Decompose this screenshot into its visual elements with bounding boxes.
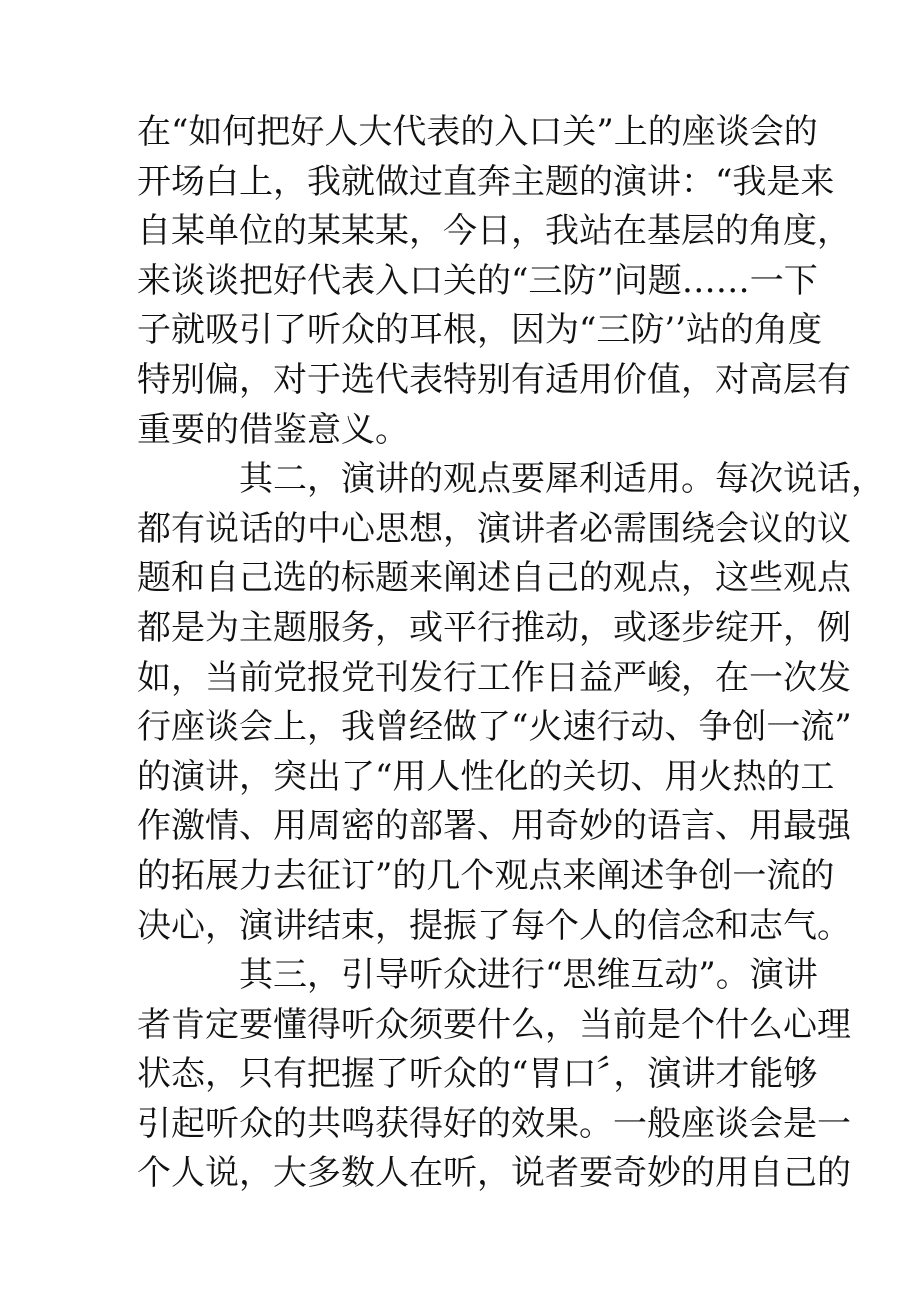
text-line: 来谈谈把好代表入口关的“三防”问题……一下 (137, 260, 818, 301)
text-line: 都有说话的中心思想，演讲者必需围绕会议的议 (137, 508, 851, 549)
text-line: 子就吸引了听众的耳根，因为“三防’’站的角度 (137, 310, 822, 351)
text-line: 重要的借鉴意义。 (137, 409, 409, 450)
text-line: 个人说，大多数人在听，说者要奇妙的用自己的 (137, 1153, 851, 1194)
text-line: 都是为主题服务，或平行推动，或逐步绽开，例 (137, 607, 851, 648)
text-line: 者肯定要懂得听众须要什么，当前是个什么心理 (137, 1004, 851, 1045)
paragraph-first-line: 其三，引导听众进行“思维互动”。演讲 (239, 955, 818, 996)
text-line: 状态，只有把握了听众的“胃口〞，演讲才能够 (137, 1054, 818, 1095)
text-line: 决心，演讲结束，提振了每个人的信念和志气。 (137, 905, 851, 946)
text-line: 行座谈会上，我曾经做了“火速行动、争创一流” (137, 707, 852, 748)
text-line: 在“如何把好人大代表的入口关”上的座谈会的 (137, 112, 818, 152)
text-line: 开场白上，我就做过直奔主题的演讲：“我是来 (137, 161, 835, 202)
text-line: 的拓展力去征订”的几个观点来阐述争创一流的 (137, 855, 835, 896)
text-line: 引起听众的共鸣获得好的效果。一般座谈会是一 (137, 1103, 851, 1144)
text-line: 自某单位的某某某，今日，我站在基层的角度， (137, 211, 851, 252)
text-line: 的演讲，突出了“用人性化的关切、用火热的工 (137, 756, 835, 797)
text-line: 如，当前党报党刊发行工作日益严峻，在一次发 (137, 657, 851, 698)
text-line: 题和自己选的标题来阐述自己的观点，这些观点 (137, 558, 851, 599)
body-text (137, 108, 885, 1199)
text-line: 作激情、用周密的部署、用奇妙的语言、用最强 (137, 806, 851, 847)
paragraph-first-line: 其二，演讲的观点要犀利适用。每次说话， (239, 459, 885, 500)
text-line: 特别偏，对于选代表特别有适用价值，对高层有 (137, 359, 851, 400)
